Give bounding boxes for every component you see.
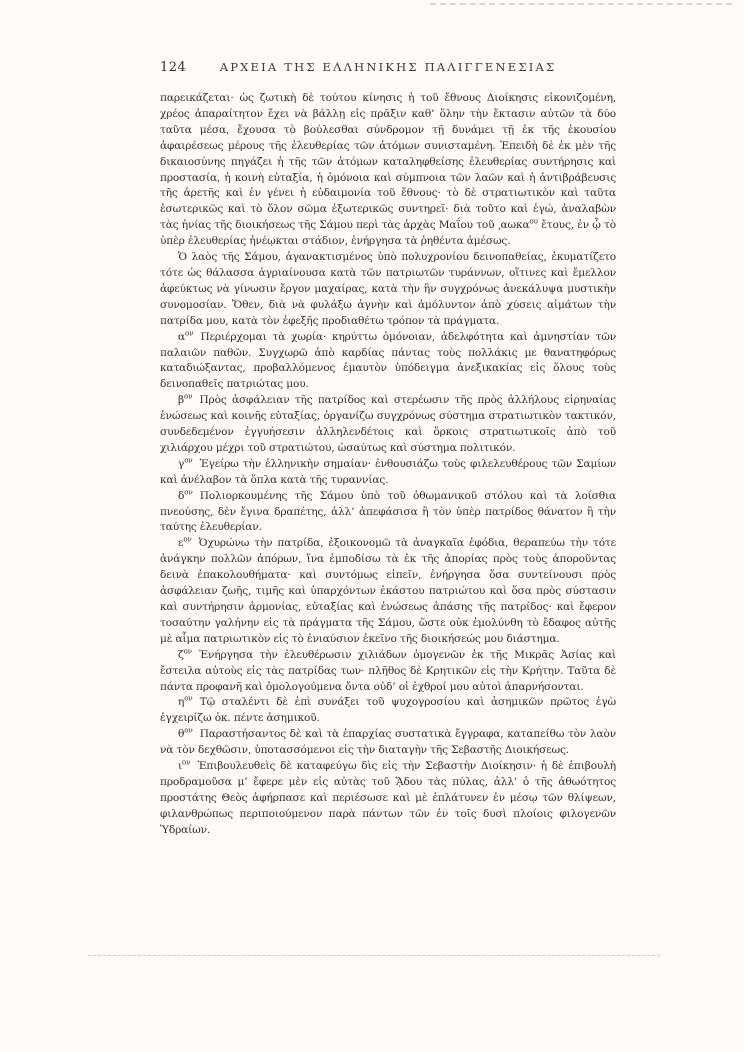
numbered-item-eta: [160, 695, 616, 727]
page-header: [160, 60, 616, 78]
scan-bleed-artifact-top: [430, 3, 732, 5]
item-marker-letter: ζ: [178, 648, 184, 661]
numbered-item-theta: [160, 727, 616, 759]
item-text: Ἐπιβουλευθεὶς δὲ καταφεύγω δὶς εἰς τὴν Σεβαστὴν Διοίκησιν· ἡ δὲ ἐπιβουλὴ προδραμοῦσα μ’ ἔφερε μὲν εἰς αὐτὰς τοῦ ᾍδου τὰς πύλας, ἀλλ’ ὁ τῆς ἀθωότητος προστάτης Θεὸς ἀφήρπασε καὶ περιέσωσε καὶ μὲ ἐπλάτυνεν ἐν μέσῳ τῶν θλίψεων, φιλανθρώπως περιποιούμενον παρὰ πάντων τῶν ἐν τοῖς δυσὶ πλοίοις φιλογενῶν Ὑδραίων.: [160, 760, 616, 836]
item-marker-ordinal: ον: [185, 329, 194, 338]
item-text: Περιέρχομαι τὰ χωρία· κηρύττω ὁμόνοιαν, ἀδελφότητα καὶ ἀμνηστίαν τῶν παλαιῶν παθῶν. Συγχωρῶ ἀπὸ καρδίας πάντας τοὺς πολλάκις με θανατηφόρως καταδιώξαντας, προβαλλόμενος ἐμαυτὸν ὑπόδειγμα ἀνεξικακίας εἰς ὅλους τοὺς δεινοπαθεῖς πατριώτας μου.: [160, 330, 616, 391]
item-marker-ordinal: ον: [182, 758, 191, 767]
item-marker-ordinal: ον: [184, 694, 193, 703]
page-number: 124: [160, 60, 187, 75]
item-marker-beta: [178, 394, 192, 406]
item-text: Ἐγείρω τὴν ἑλληνικὴν σημαίαν· ἐνθουσιάζω τοὺς φιλελευθέρους τῶν Σαμίων καὶ ἀνέλαβον τὰ ὅπλα κατὰ τῆς τυραννίας.: [160, 457, 616, 486]
item-marker-epsilon: [178, 537, 192, 549]
item-text: Τῷ σταλέντι δὲ ἐπὶ συνάξει τοῦ ψυχογροσίου καὶ ἀσημικῶν πρῶτος ἐγὼ ἐγχειρίζω ὀκ. πέντε ἀσημικοῦ.: [160, 696, 616, 725]
item-marker-letter: γ: [178, 457, 185, 470]
item-marker-ordinal: ον: [183, 392, 193, 401]
numbered-item-gamma: [160, 457, 616, 489]
numbered-item-iota: [160, 759, 616, 839]
item-marker-ordinal: ον: [183, 647, 193, 656]
item-marker-ordinal: ον: [183, 535, 192, 544]
item-text: Ἐνήργησα τὴν ἐλευθέρωσιν χιλιάδων ὁμογενῶν ἐκ τῆς Μικρᾶς Ἀσίας καὶ ἔστειλα αὐτοὺς εἰς τὰς πατρίδας των· πλῆθος δὲ Κρητικῶν εἰς τὴν Κρήτην. Ταῦτα δὲ πάντα προφανῆ καὶ ὁμολογούμενα ὄντα οὐδ’ οἱ ἐχθροί μου αὐτοὶ ἀπαρνήσονται.: [160, 648, 616, 693]
item-marker-eta: [178, 696, 193, 708]
item-marker-letter: θ: [178, 728, 185, 741]
numbered-item-epsilon: [160, 536, 616, 647]
item-marker-letter: η: [178, 696, 185, 709]
item-marker-ordinal: ον: [184, 456, 193, 465]
item-text: Πολιορκουμένης τῆς Σάμου ὑπὸ τοῦ ὀθωμανικοῦ στόλου καὶ τὰ λοίσθια πνεούσης, δὲν ἔγινα δραπέτης, ἀλλ’ ἀπεφάσισα ἢ τὸν ὑπὲρ πατρίδος θάνατον ἢ τὴν ταύτης ἐλευθερίαν.: [160, 489, 616, 534]
item-marker-theta: [178, 728, 193, 740]
item-marker-alpha: [178, 331, 194, 343]
item-marker-delta: [178, 490, 193, 502]
opening-paragraph-continuation: ἔτους, ἐν ᾧ τὸ ὑπὲρ ἐλευθερίας ἠνέῳκται στάδιον, ἐνήργησα τὰ ῥηθέντα ἀμέσως.: [160, 219, 616, 248]
numbered-item-delta: [160, 489, 616, 537]
item-marker-letter: β: [178, 394, 184, 407]
item-text: Παραστήσαντος δὲ καὶ τὰ ἐπαρχίας συστατικὰ ἔγγραφα, καταπείθω τὸν λαὸν νὰ τὸν δεχθῶσιν, ὑποτασσόμενοι εἰς τὴν διαταγὴν τῆς Σεβαστῆς Διοικήσεως.: [160, 728, 616, 757]
numbered-item-alpha: [160, 330, 616, 394]
item-text: Ὀχυρώνω τὴν πατρίδα, ἐξοικονομῶ τὰ ἀναγκαῖα ἐφόδια, θεραπεύω τὴν τότε ἀνάγκην πολλῶν ἀπόρων, ἵνα ἐμποδίσω τὰ ἐκ τῆς ἀπορίας πρὸς τοὺς ἀποροῦντας δεινὰ ἐπακολουθήματα· καὶ συντόμως εἰπεῖν, ἐνήργησα ὅσα συντείνουσι πρὸς ἀσφάλειαν ζωῆς, τιμῆς καὶ ὑπαρχόντων ἑκάστου πατριώτου καὶ ὅσα πρὸς σύστασιν καὶ συντήρησιν ἁρμονίας, εὐταξίας καὶ ἑνώσεως ἁπάσης τῆς πατρίδος· καὶ ἔφερον τοσαύτην γαλήνην εἰς τὰ πράγματα τῆς Σάμου, ὥστε οὐκ ἐμολύνθη τὸ ἔδαφος αὐτῆς μὲ αἷμα πατριωτικὸν εἰς τὸ ἐνιαύσιον ἐκεῖνο τῆς διοικήσεώς μου διάστημα.: [160, 537, 616, 645]
item-marker-iota: [178, 760, 191, 772]
opening-paragraph: [160, 91, 616, 250]
numbered-item-zeta: [160, 648, 616, 696]
item-marker-letter: δ: [178, 489, 185, 502]
running-title: ΑΡΧΕΙΑ ΤΗΣ ΕΛΛΗΝΙΚΗΣ ΠΑΛΙΓΓΕΝΕΣΙΑΣ: [219, 60, 557, 74]
item-marker-ordinal: ον: [184, 488, 193, 497]
item-marker-letter: ι: [178, 760, 183, 773]
numbered-item-beta: [160, 393, 616, 457]
year-ordinal-superscript: ου: [529, 217, 538, 226]
page-body: [160, 91, 616, 839]
item-marker-zeta: [178, 649, 192, 661]
item-marker-letter: α: [178, 330, 186, 343]
scan-bleed-artifact-bottom: [88, 955, 660, 956]
item-marker-gamma: [178, 458, 193, 470]
samos-people-paragraph: Ὁ λαὸς τῆς Σάμου, ἀγανακτισμένος ὑπὸ πολυχρονίου δεινοπαθείας, ἐκυματίζετο τότε ὡς θάλασσα ἀγριαίνουσα κατὰ τῶν πατριωτῶν τυράννων, οἵτινες καὶ ἔμελλον ἀφεύκτως νὰ γίνωσιν ἔργον μαχαίρας, κατὰ τὴν ἣν συγχρόνως ἀνεκάλυψα μυστικὴν συνομοσίαν. Ὅθεν, διὰ νὰ φυλάξω ἁγνὴν καὶ ἀμόλυντον ἀπὸ χύσεις αἱμάτων τὴν πατρίδα μου, κατὰ τὸν ἐφεξῆς προδιαθέτω τρόπον τὰ πράγματα.: [160, 251, 616, 327]
item-marker-ordinal: ον: [184, 726, 193, 735]
opening-paragraph-text: παρεικάζεται· ὡς ζωτικὴ δὲ τούτου κίνησις ἡ τοῦ ἔθνους Διοίκησις εἰκονιζομένη, χρέος ἀπαραίτητον ἔχει νὰ βάλλῃ εἰς πρᾶξιν καθ’ ὅλην τὴν ἔκτασιν αὐτῶν τὰ δύο ταῦτα μέσα, ἔχουσα τὸ βούλεσθαι σύνδρομον τῇ δυνάμει τῇ ἐκ τῆς ἑκουσίου ἀφαιρέσεως μέρους τῆς ἐλευθερίας τῶν ἀτόμων συνισταμένη. Ἐπειδὴ δὲ ἐκ μὲν τῆς δικαιοσύνης πηγάζει ἡ τῆς τῶν ἀτόμων καταληφθείσης ἐλευθερίας συντήρησις καὶ προστασία, ἡ κοινὴ εὐταξία, ἡ ὁμόνοια καὶ σύμπνοια τῶν λαῶν καὶ ἡ ἀντιβράβευσις τῆς ἀρετῆς καὶ ἐν γένει ἡ εὐδαιμονία τοῦ ἔθνους· τὸ δὲ στρατιωτικὸν καὶ ταῦτα ἐσωτερικῶς καὶ τὸ ὅλον σῶμα ἐξωτερικῶς συντηρεῖ· διὰ τοῦτο καὶ ἐγώ, ἀναλαβὼν τὰς ἡνίας τῆς διοικήσεως τῆς Σάμου περὶ τὰς ἀρχὰς Μαΐου τοῦ ͵αωκα: [160, 92, 616, 232]
item-marker-letter: ε: [178, 537, 184, 550]
item-text: Πρὸς ἀσφάλειαν τῆς πατρίδος καὶ στερέωσιν τῆς πρὸς ἀλλήλους εἰρηναίας ἑνώσεως καὶ κοινῆς εὐταξίας, ὀργανίζω συγχρόνως σύστημα στρατιωτικὸν τακτικόν, συνδεδεμένον ἐγγυήσεσιν ἀλληλενδέτοις καὶ ὅρκοις στρατιωτικοῖς ἀπὸ τοῦ χιλιάρχου μέχρι τοῦ στρατιώτου, ὡσαύτως καὶ σύστημα πολιτικόν.: [160, 394, 616, 454]
